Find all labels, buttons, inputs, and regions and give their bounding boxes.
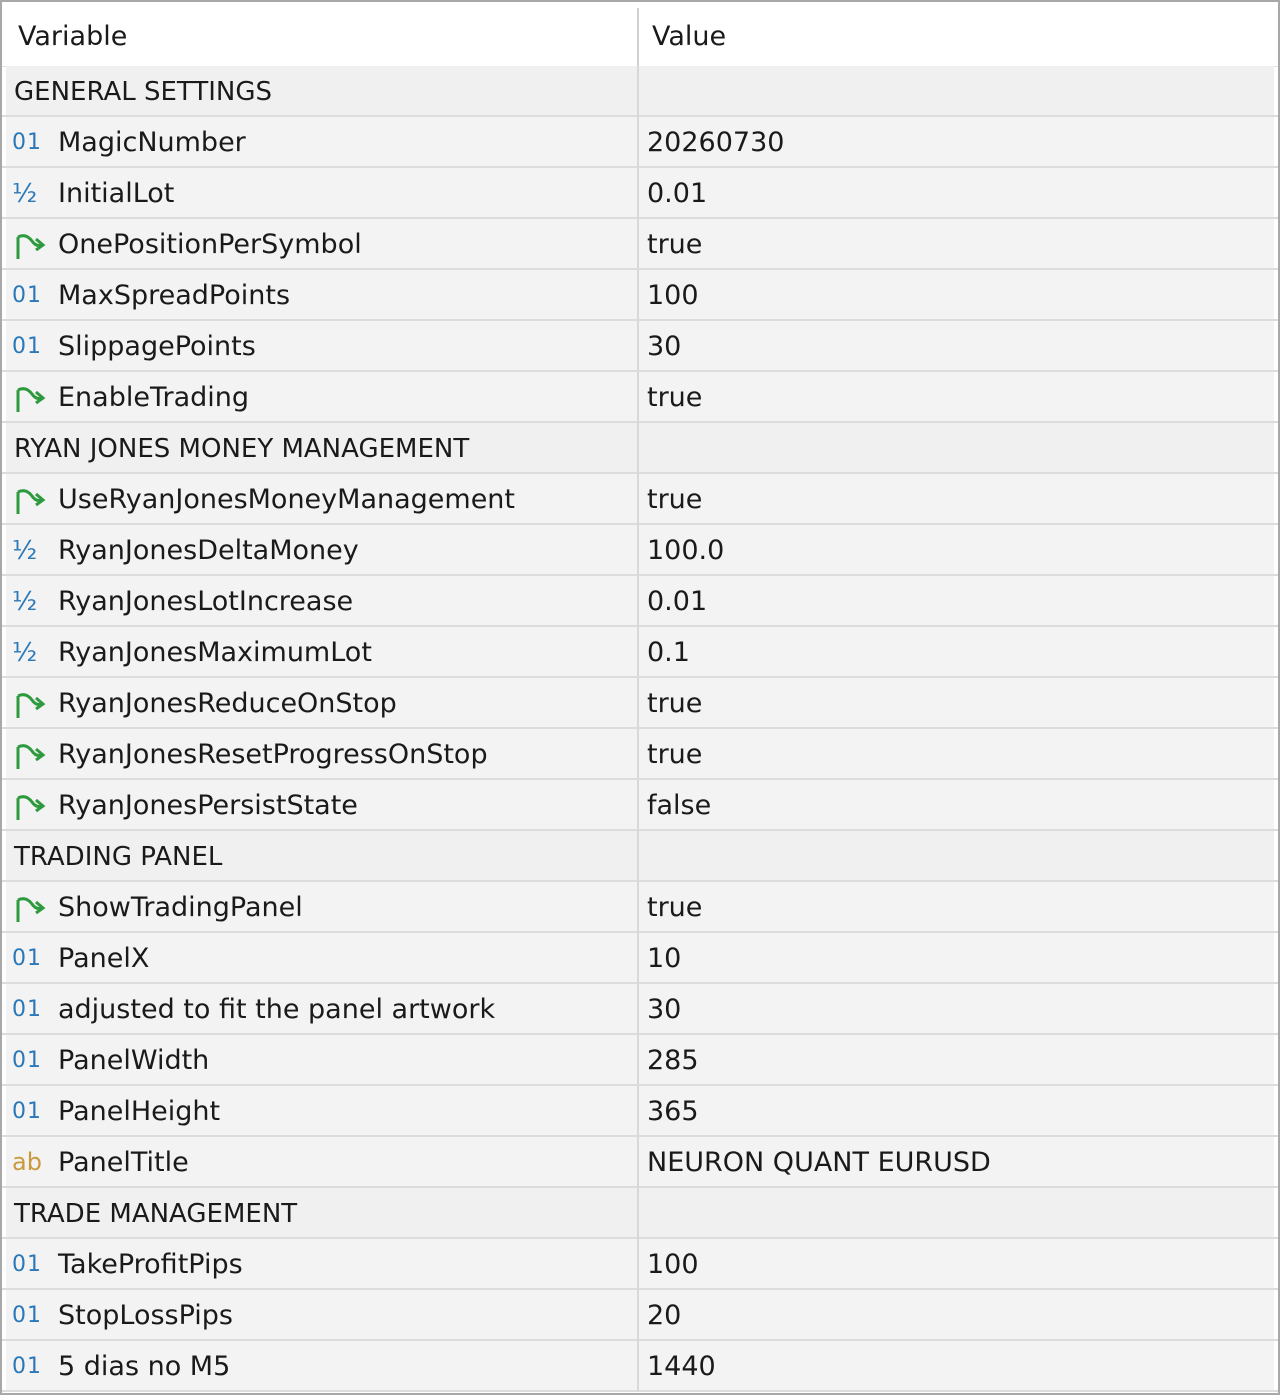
parameter-value-cell[interactable] bbox=[639, 117, 1274, 166]
boolean-type-icon bbox=[12, 486, 48, 514]
parameter-name: RyanJonesResetProgressOnStop bbox=[58, 739, 488, 770]
column-divider[interactable] bbox=[637, 8, 639, 66]
section-value-cell bbox=[639, 831, 1274, 880]
section-value-cell bbox=[639, 1188, 1274, 1237]
parameter-value-cell[interactable] bbox=[639, 270, 1274, 319]
parameter-name: RyanJonesMaximumLot bbox=[58, 637, 372, 668]
parameter-variable-cell bbox=[6, 1086, 637, 1135]
parameter-value[interactable]: 30 bbox=[647, 994, 682, 1025]
parameter-variable-cell bbox=[6, 321, 637, 370]
parameter-variable-cell bbox=[6, 219, 637, 268]
parameter-name: TakeProfitPips bbox=[58, 1249, 243, 1280]
parameter-name: PanelWidth bbox=[58, 1045, 210, 1076]
parameter-variable-cell bbox=[6, 780, 637, 829]
parameter-variable-cell bbox=[6, 882, 637, 931]
parameter-name: PanelX bbox=[58, 943, 150, 974]
parameter-name: UseRyanJonesMoneyManagement bbox=[58, 484, 516, 515]
section-title: TRADE MANAGEMENT bbox=[14, 1199, 298, 1229]
parameter-value[interactable]: false bbox=[647, 790, 712, 821]
parameter-value-cell[interactable] bbox=[639, 678, 1274, 727]
section-variable-cell bbox=[6, 1188, 637, 1237]
parameter-row[interactable] bbox=[2, 1239, 1278, 1290]
integer-type-icon: 01 bbox=[12, 283, 42, 308]
parameter-value[interactable]: 0.1 bbox=[647, 637, 690, 668]
parameter-value-cell[interactable] bbox=[639, 1290, 1274, 1339]
parameter-value-cell[interactable] bbox=[639, 984, 1274, 1033]
parameter-name: adjusted to fit the panel artwork bbox=[58, 994, 496, 1025]
parameter-value[interactable]: 100.0 bbox=[647, 535, 725, 566]
parameter-row[interactable] bbox=[2, 576, 1278, 627]
parameter-row[interactable] bbox=[2, 474, 1278, 525]
parameter-variable-cell bbox=[6, 1341, 637, 1390]
parameter-row[interactable] bbox=[2, 1137, 1278, 1188]
parameter-value-cell[interactable] bbox=[639, 321, 1274, 370]
section-value-cell bbox=[639, 66, 1274, 115]
parameter-row[interactable] bbox=[2, 270, 1278, 321]
parameter-variable-cell bbox=[6, 474, 637, 523]
parameter-row[interactable] bbox=[2, 1341, 1278, 1392]
parameter-name: EnableTrading bbox=[58, 382, 250, 413]
parameter-value-cell[interactable] bbox=[639, 474, 1274, 523]
parameter-row[interactable] bbox=[2, 984, 1278, 1035]
parameter-value[interactable]: true bbox=[647, 739, 703, 770]
integer-type-icon: 01 bbox=[12, 946, 42, 971]
section-row[interactable] bbox=[2, 66, 1278, 117]
parameter-row[interactable] bbox=[2, 627, 1278, 678]
integer-type-icon: 01 bbox=[12, 1099, 42, 1124]
integer-type-icon: 01 bbox=[12, 130, 42, 155]
integer-type-icon: 01 bbox=[12, 334, 42, 359]
section-title: GENERAL SETTINGS bbox=[14, 77, 273, 107]
parameter-name: StopLossPips bbox=[58, 1300, 233, 1331]
section-title: TRADING PANEL bbox=[14, 842, 223, 872]
parameter-name: PanelHeight bbox=[58, 1096, 221, 1127]
boolean-type-icon bbox=[12, 384, 48, 412]
parameter-variable-cell bbox=[6, 1290, 637, 1339]
section-row[interactable] bbox=[2, 1188, 1278, 1239]
parameter-value-cell[interactable] bbox=[639, 1341, 1274, 1390]
parameter-row[interactable] bbox=[2, 525, 1278, 576]
section-variable-cell bbox=[6, 423, 637, 472]
parameter-row[interactable] bbox=[2, 117, 1278, 168]
parameter-row[interactable] bbox=[2, 933, 1278, 984]
parameter-value-cell[interactable] bbox=[639, 168, 1274, 217]
parameter-row[interactable] bbox=[2, 372, 1278, 423]
integer-type-icon: 01 bbox=[12, 997, 42, 1022]
column-header-value[interactable]: Value bbox=[652, 21, 727, 52]
boolean-type-icon bbox=[12, 792, 48, 820]
parameter-value[interactable]: 20260730 bbox=[647, 127, 785, 158]
parameter-value[interactable]: 20 bbox=[647, 1300, 682, 1331]
double-type-icon: ½ bbox=[12, 179, 38, 209]
column-header-variable[interactable]: Variable bbox=[18, 21, 128, 52]
boolean-type-icon bbox=[12, 231, 48, 259]
parameter-variable-cell bbox=[6, 1035, 637, 1084]
parameter-row[interactable] bbox=[2, 321, 1278, 372]
parameter-value[interactable]: true bbox=[647, 892, 703, 923]
parameter-variable-cell bbox=[6, 933, 637, 982]
parameter-row[interactable] bbox=[2, 1290, 1278, 1341]
parameter-value-cell[interactable] bbox=[639, 219, 1274, 268]
integer-type-icon: 01 bbox=[12, 1303, 42, 1328]
parameter-row[interactable] bbox=[2, 168, 1278, 219]
parameter-variable-cell bbox=[6, 1239, 637, 1288]
parameter-name: RyanJonesDeltaMoney bbox=[58, 535, 359, 566]
parameter-name: InitialLot bbox=[58, 178, 175, 209]
parameter-value[interactable]: 100 bbox=[647, 280, 699, 311]
parameter-row[interactable] bbox=[2, 780, 1278, 831]
parameter-row[interactable] bbox=[2, 1086, 1278, 1137]
parameter-value[interactable]: 285 bbox=[647, 1045, 699, 1076]
parameter-variable-cell bbox=[6, 168, 637, 217]
parameter-row[interactable] bbox=[2, 729, 1278, 780]
parameter-value-cell[interactable] bbox=[639, 576, 1274, 625]
parameter-value[interactable]: 365 bbox=[647, 1096, 699, 1127]
parameter-value[interactable]: true bbox=[647, 229, 703, 260]
parameter-value-cell[interactable] bbox=[639, 627, 1274, 676]
parameter-value[interactable]: true bbox=[647, 484, 703, 515]
parameter-value[interactable]: 0.01 bbox=[647, 586, 708, 617]
parameter-variable-cell bbox=[6, 372, 637, 421]
parameter-value-cell[interactable] bbox=[639, 1137, 1274, 1186]
parameter-value[interactable]: NEURON QUANT EURUSD bbox=[647, 1147, 991, 1178]
double-type-icon: ½ bbox=[12, 536, 38, 566]
parameter-value-cell[interactable] bbox=[639, 1086, 1274, 1135]
parameter-value[interactable]: true bbox=[647, 688, 703, 719]
boolean-type-icon bbox=[12, 894, 48, 922]
parameter-name: RyanJonesPersistState bbox=[58, 790, 358, 821]
section-variable-cell bbox=[6, 66, 637, 115]
parameter-variable-cell bbox=[6, 270, 637, 319]
integer-type-icon: 01 bbox=[12, 1354, 42, 1379]
parameter-value-cell[interactable] bbox=[639, 933, 1274, 982]
parameter-value[interactable]: 0.01 bbox=[647, 178, 708, 209]
parameter-value-cell[interactable] bbox=[639, 1239, 1274, 1288]
parameter-name: MagicNumber bbox=[58, 127, 246, 158]
section-value-cell bbox=[639, 423, 1274, 472]
parameter-name: SlippagePoints bbox=[58, 331, 256, 362]
boolean-type-icon bbox=[12, 690, 48, 718]
parameter-row[interactable] bbox=[2, 1035, 1278, 1086]
parameter-variable-cell bbox=[6, 1137, 637, 1186]
section-row[interactable] bbox=[2, 831, 1278, 882]
parameter-name: RyanJonesLotIncrease bbox=[58, 586, 354, 617]
parameter-list bbox=[2, 66, 1278, 1392]
table-header bbox=[2, 2, 1278, 67]
double-type-icon: ½ bbox=[12, 587, 38, 617]
integer-type-icon: 01 bbox=[12, 1252, 42, 1277]
section-variable-cell bbox=[6, 831, 637, 880]
parameter-row[interactable] bbox=[2, 219, 1278, 270]
parameter-value-cell[interactable] bbox=[639, 372, 1274, 421]
parameter-name: PanelTitle bbox=[58, 1147, 189, 1178]
parameter-value[interactable]: 1440 bbox=[647, 1351, 716, 1382]
parameter-value[interactable]: 100 bbox=[647, 1249, 699, 1280]
section-row[interactable] bbox=[2, 423, 1278, 474]
parameter-name: RyanJonesReduceOnStop bbox=[58, 688, 397, 719]
parameter-variable-cell bbox=[6, 627, 637, 676]
parameter-value-cell[interactable] bbox=[639, 525, 1274, 574]
double-type-icon: ½ bbox=[12, 638, 38, 668]
parameter-value[interactable]: 10 bbox=[647, 943, 682, 974]
parameter-variable-cell bbox=[6, 525, 637, 574]
parameter-variable-cell bbox=[6, 117, 637, 166]
parameter-value-cell[interactable] bbox=[639, 729, 1274, 778]
parameter-variable-cell bbox=[6, 678, 637, 727]
parameter-name: ShowTradingPanel bbox=[58, 892, 303, 923]
parameter-name: MaxSpreadPoints bbox=[58, 280, 291, 311]
string-type-icon: ab bbox=[12, 1148, 42, 1176]
parameter-row[interactable] bbox=[2, 882, 1278, 933]
parameter-variable-cell bbox=[6, 729, 637, 778]
parameter-variable-cell bbox=[6, 576, 637, 625]
section-title: RYAN JONES MONEY MANAGEMENT bbox=[14, 434, 470, 464]
parameter-row[interactable] bbox=[2, 678, 1278, 729]
parameter-value-cell[interactable] bbox=[639, 1035, 1274, 1084]
integer-type-icon: 01 bbox=[12, 1048, 42, 1073]
parameter-value-cell[interactable] bbox=[639, 780, 1274, 829]
parameter-variable-cell bbox=[6, 984, 637, 1033]
boolean-type-icon bbox=[12, 741, 48, 769]
parameter-value-cell[interactable] bbox=[639, 882, 1274, 931]
parameter-name: 5 dias no M5 bbox=[58, 1351, 231, 1382]
parameter-value[interactable]: true bbox=[647, 382, 703, 413]
parameter-name: OnePositionPerSymbol bbox=[58, 229, 362, 260]
parameter-value[interactable]: 30 bbox=[647, 331, 682, 362]
